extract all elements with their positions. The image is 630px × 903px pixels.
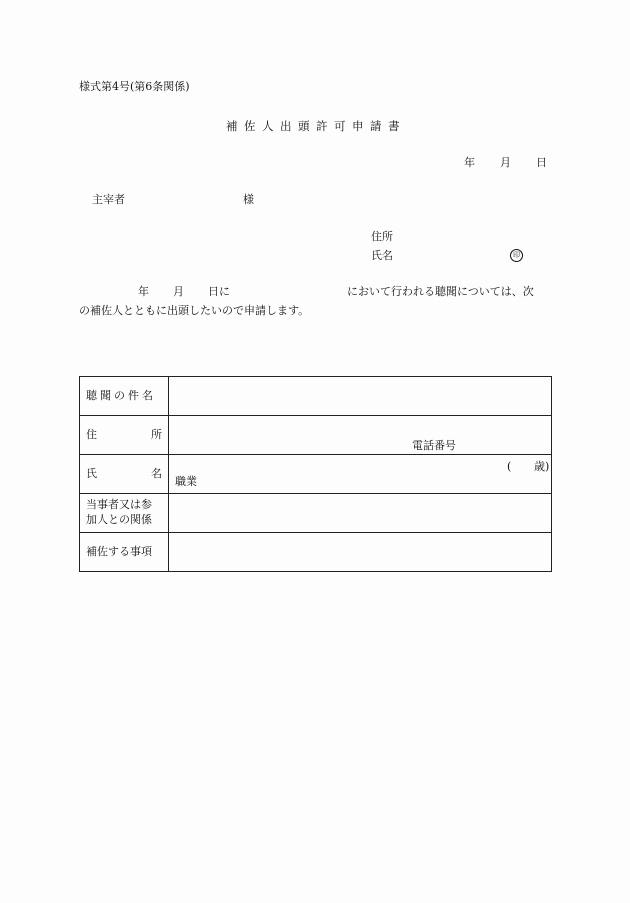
relation-field[interactable]	[169, 494, 552, 533]
date-month-label: 月	[500, 156, 511, 169]
address-label-char2: 所	[151, 427, 162, 441]
case-name-field[interactable]	[169, 377, 552, 416]
body-year-label: 年	[138, 285, 149, 298]
body-second-line: の補佐人とともに出頭したいので申請します。	[79, 304, 310, 317]
name-label-char2: 名	[151, 466, 162, 480]
body-month-label: 月	[173, 285, 184, 298]
table-row	[80, 377, 552, 416]
name-label-char1: 氏	[86, 466, 97, 480]
relation-label	[80, 494, 169, 533]
table-row	[80, 533, 552, 572]
occupation-label: 職業	[175, 475, 197, 488]
body-continuation: において行われる聴聞については、次	[347, 285, 534, 298]
assisted-matters-field[interactable]	[169, 533, 552, 572]
phone-number-label: 電話番号	[412, 439, 456, 452]
relation-label-line1: 当事者又は参	[86, 498, 152, 512]
addressee-suffix: 様	[243, 193, 254, 206]
address-label-char1: 住	[86, 427, 97, 441]
applicant-address-label: 住所	[371, 230, 393, 243]
case-name-label: 聴聞の件名	[80, 377, 169, 416]
name-field[interactable]	[169, 455, 552, 494]
assistant-info-table	[79, 376, 552, 572]
applicant-name-label: 氏名	[371, 249, 393, 262]
age-label: 歳)	[534, 460, 550, 473]
seal-mark-icon	[510, 249, 523, 262]
table-row	[80, 494, 552, 533]
addressee-prefix: 主宰者	[92, 193, 125, 206]
relation-label-line2: 加人との関係	[86, 513, 152, 526]
name-label	[80, 455, 169, 494]
date-year-label: 年	[464, 156, 475, 169]
form-number: 様式第4号(第6条関係)	[79, 80, 190, 93]
table-row	[80, 455, 552, 494]
assisted-matters-label: 補佐する事項	[80, 533, 169, 572]
document-title: 補佐人出頭許可申請書	[226, 119, 406, 133]
address-label	[80, 416, 169, 455]
body-day-label: 日に	[208, 285, 230, 298]
age-open-paren: (	[507, 460, 512, 473]
date-day-label: 日	[536, 156, 547, 169]
address-field[interactable]	[169, 416, 552, 455]
seal-text: 印	[513, 251, 520, 259]
table-row	[80, 416, 552, 455]
